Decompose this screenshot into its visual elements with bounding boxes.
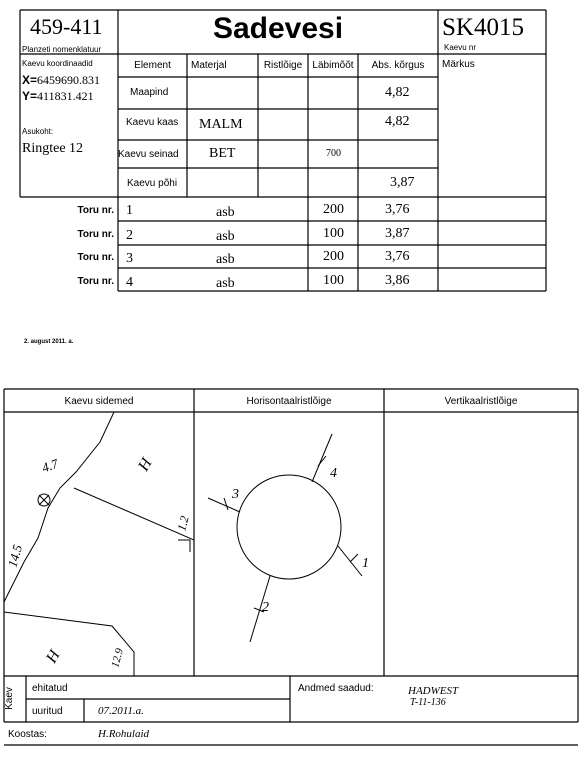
pipe-diameter: 200	[323, 249, 344, 264]
pipe-height: 3,76	[385, 249, 410, 264]
pipe-nr: 2	[126, 228, 133, 243]
built-label: ehitatud	[32, 683, 68, 694]
coord-x-label: X=	[22, 73, 38, 87]
row-material: BET	[209, 146, 236, 161]
well-circle	[237, 475, 341, 579]
pipe-height: 3,87	[385, 226, 410, 241]
dim-label-3: 1.2	[174, 514, 192, 533]
coord-y-label: Y=	[22, 89, 38, 103]
location-value: Ringtee 12	[22, 141, 84, 156]
row-height: 4,82	[385, 114, 410, 129]
row-element: Maapind	[130, 87, 169, 98]
section-title-horizontal: Horisontaalristlõige	[246, 396, 332, 407]
footer-side-label: Kaev	[3, 687, 15, 710]
pipe-label: Toru nr.	[77, 229, 114, 240]
source-value-1: HADWEST	[408, 685, 459, 697]
section-title-vertical: Vertikaalristlõige	[444, 396, 518, 407]
pipe-height: 3,76	[385, 202, 410, 217]
pipe-line-4	[312, 434, 332, 482]
pipe-label: Toru nr.	[77, 205, 114, 216]
col-header-height: Abs. kõrgus	[371, 60, 425, 71]
dim-label-1: 4.7	[39, 455, 61, 476]
pipe-material: asb	[216, 276, 235, 291]
pipe-label-1: 1	[362, 556, 369, 571]
pipe-material: asb	[216, 205, 235, 220]
pipe-nr: 4	[126, 275, 133, 290]
corner-mark	[178, 540, 190, 552]
boundary-line	[74, 488, 194, 540]
col-header-element: Element	[134, 60, 171, 71]
pipe-label: Toru nr.	[77, 252, 114, 263]
updated-label: uuritud	[32, 706, 63, 717]
pipe-label: Toru nr.	[77, 276, 114, 287]
pipe-label-3: 3	[232, 487, 239, 502]
pipe-nr: 1	[126, 203, 133, 218]
building-outline-left	[4, 412, 114, 602]
row-height: 3,87	[390, 175, 415, 190]
well-id: SK4015	[442, 14, 524, 41]
row-element: Kaevu põhi	[127, 178, 178, 189]
pipe-material: asb	[216, 229, 235, 244]
pipe-nr: 3	[126, 251, 133, 266]
pipe-height: 3,86	[385, 273, 410, 288]
col-header-notes: Märkus	[442, 59, 475, 70]
row-element: Kaevu seinad	[118, 149, 179, 160]
coord-x-value: 6459690.831	[37, 73, 101, 87]
nomenclature-label: Planzeti nomenklatuur	[22, 45, 102, 54]
building-mark: H	[135, 455, 156, 475]
document-date: 2. august 2011. a.	[24, 339, 74, 345]
row-diameter: 700	[326, 148, 341, 159]
source-label: Andmed saadud:	[298, 683, 374, 694]
building-mark: H	[43, 647, 64, 667]
well-links-sketch	[4, 412, 194, 676]
pipe-diameter: 100	[323, 273, 344, 288]
page-title: Sadevesi	[212, 12, 344, 45]
pipe-label-2: 2	[262, 600, 269, 615]
dim-label-2: 14.5	[4, 542, 26, 569]
pipe-diameter: 200	[323, 202, 344, 217]
well-id-label: Kaevu nr	[444, 43, 477, 52]
updated-value: 07.2011.a.	[98, 705, 144, 717]
coord-x	[22, 73, 100, 88]
col-header-cross: Ristlõige	[263, 60, 303, 71]
pipe-diameter: 100	[323, 226, 344, 241]
row-material: MALM	[199, 117, 243, 132]
dim-label-4: 12.9	[109, 647, 126, 669]
col-header-diameter: Läbimõõt	[312, 60, 354, 71]
horizontal-section-sketch	[194, 412, 384, 676]
compiled-value: H.Rohulaid	[98, 728, 150, 740]
source-value-2: T-11-136	[410, 697, 446, 708]
row-element: Kaevu kaas	[126, 117, 179, 128]
pipe-label-4: 4	[330, 466, 337, 481]
row-height: 4,82	[385, 85, 410, 100]
section-title-links: Kaevu sidemed	[64, 396, 134, 407]
col-header-material: Materjal	[191, 60, 227, 71]
location-label: Asukoht:	[22, 127, 54, 136]
nomenclature-code: 459-411	[30, 14, 103, 39]
coord-y	[22, 89, 94, 104]
pipe-line-1	[338, 546, 362, 576]
pipe-material: asb	[216, 252, 235, 267]
coords-label: Kaevu koordinaadid	[22, 59, 93, 68]
coord-y-value: 411831.421	[37, 89, 94, 103]
compiled-label: Koostas:	[8, 729, 47, 740]
